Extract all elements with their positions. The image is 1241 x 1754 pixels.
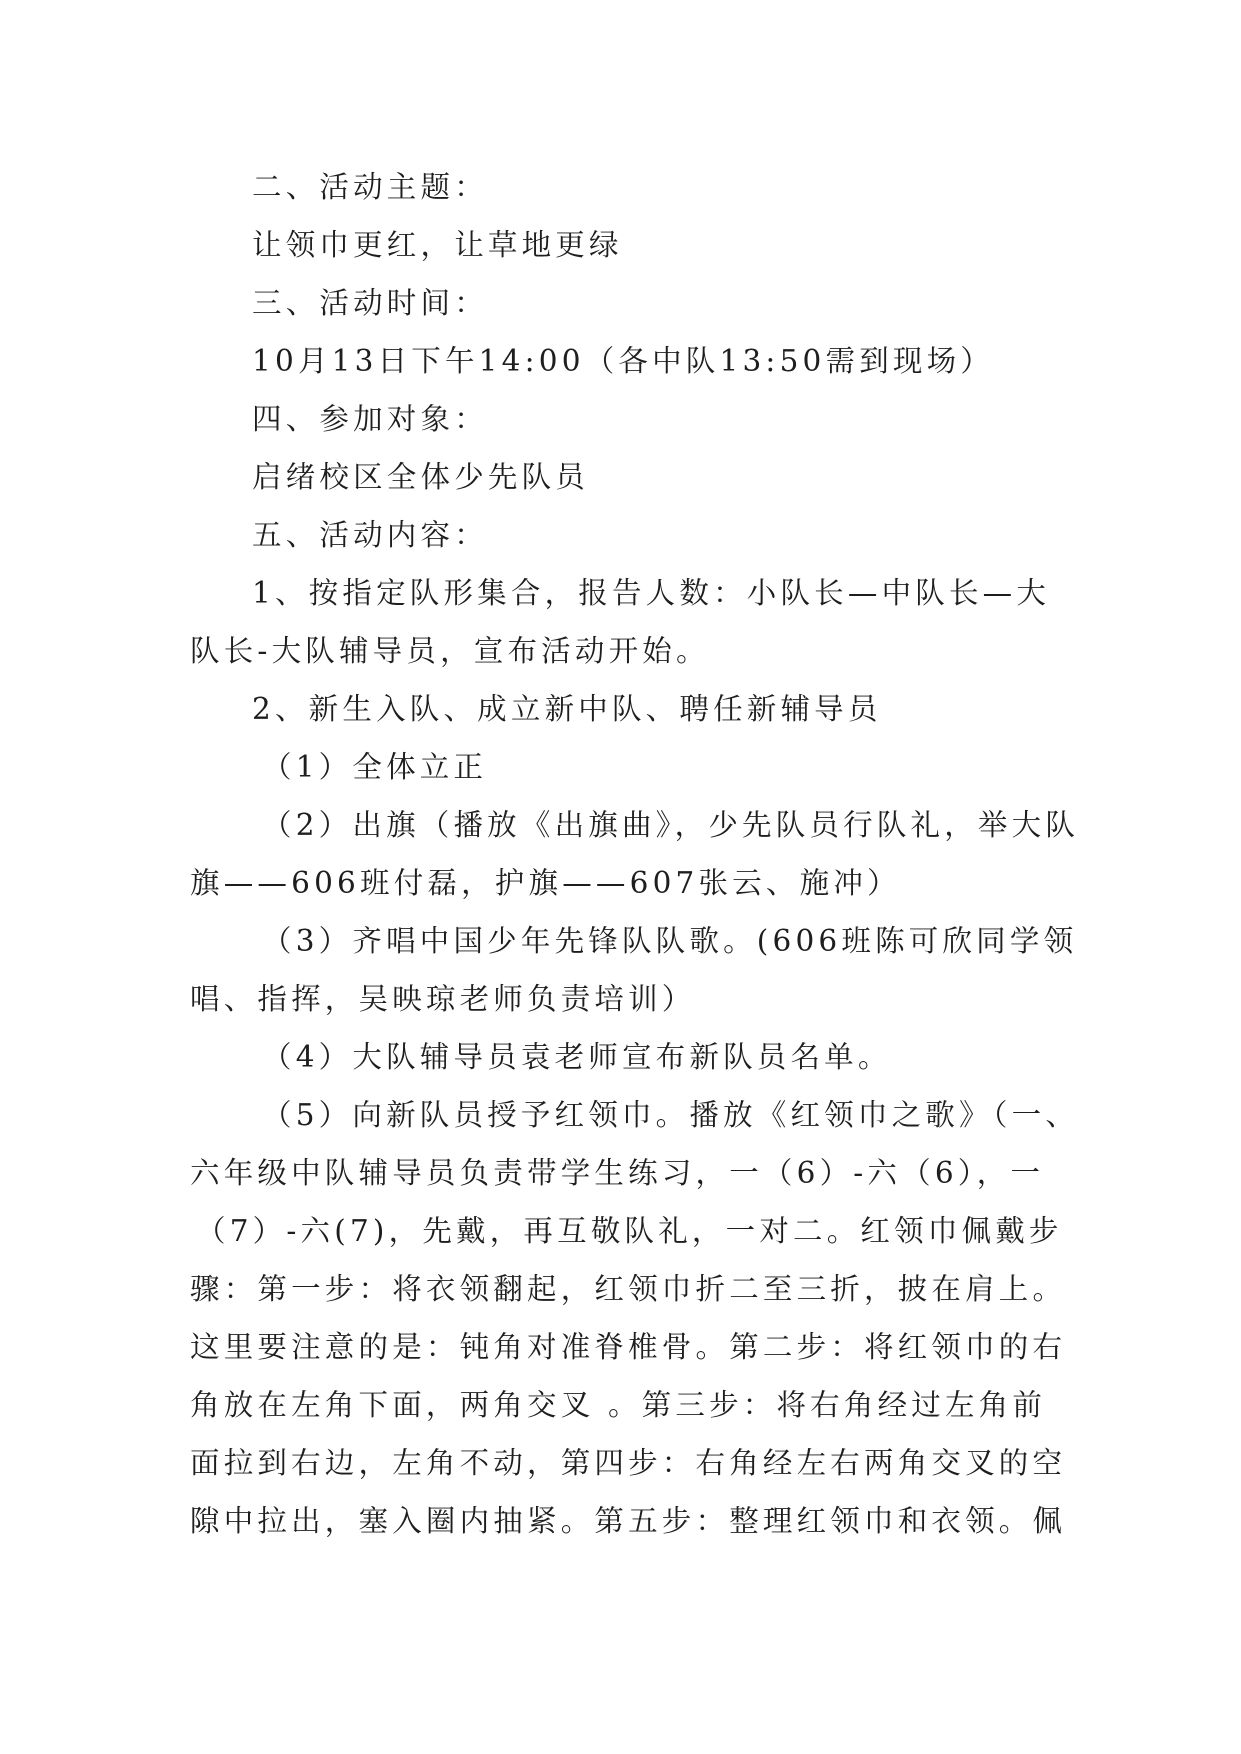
paragraph-line: 1、按指定队形集合，报告人数：小队长—中队长—大	[252, 576, 1051, 610]
paragraph-line: （4）大队辅导员袁老师宣布新队员名单。	[262, 1040, 892, 1074]
paragraph-line: （1）全体立正	[262, 750, 488, 784]
heading-participants: 四、参加对象：	[252, 402, 488, 436]
paragraph-line: 唱、指挥，吴映琼老师负责培训）	[190, 982, 696, 1016]
paragraph-line: 骤：第一步：将衣领翻起，红领巾折二至三折，披在肩上。	[190, 1272, 1067, 1306]
paragraph-line: 面拉到右边，左角不动，第四步：右角经左右两角交叉的空	[190, 1446, 1067, 1480]
heading-activity-content: 五、活动内容：	[252, 518, 488, 552]
paragraph-line: 2、新生入队、成立新中队、聘任新辅导员	[252, 692, 882, 726]
paragraph-line: 这里要注意的是：钝角对准脊椎骨。第二步：将红领巾的右	[190, 1330, 1067, 1364]
paragraph-line: （3）齐唱中国少年先锋队队歌。(606班陈可欣同学领	[262, 924, 1078, 958]
paragraph-line: 六年级中队辅导员负责带学生练习，一（6）-六（6），一	[190, 1156, 1045, 1190]
paragraph-line: 队长-大队辅导员，宣布活动开始。	[190, 634, 710, 668]
paragraph-line: （7）-六(7)，先戴，再互敬队礼，一对二。红领巾佩戴步	[196, 1214, 1063, 1248]
heading-activity-theme: 二、活动主题：	[252, 170, 488, 204]
heading-activity-time: 三、活动时间：	[252, 286, 488, 320]
paragraph-line: 旗——606班付磊，护旗——607张云、施冲）	[190, 866, 901, 900]
paragraph-theme-text: 让领巾更红，让草地更绿	[252, 228, 623, 262]
paragraph-line: （5）向新队员授予红领巾。播放《红领巾之歌》（一、	[262, 1098, 1080, 1132]
paragraph-line: 角放在左角下面，两角交叉 。第三步：将右角经过左角前	[190, 1388, 1047, 1422]
paragraph-line: 隙中拉出，塞入圈内抽紧。第五步：整理红领巾和衣领。佩	[190, 1504, 1067, 1538]
paragraph-line: （2）出旗（播放《出旗曲》，少先队员行队礼，举大队	[262, 808, 1080, 842]
paragraph-time-text: 10月13日下午14:00（各中队13:50需到现场）	[252, 344, 995, 378]
paragraph-participants-text: 启绪校区全体少先队员	[252, 460, 590, 494]
